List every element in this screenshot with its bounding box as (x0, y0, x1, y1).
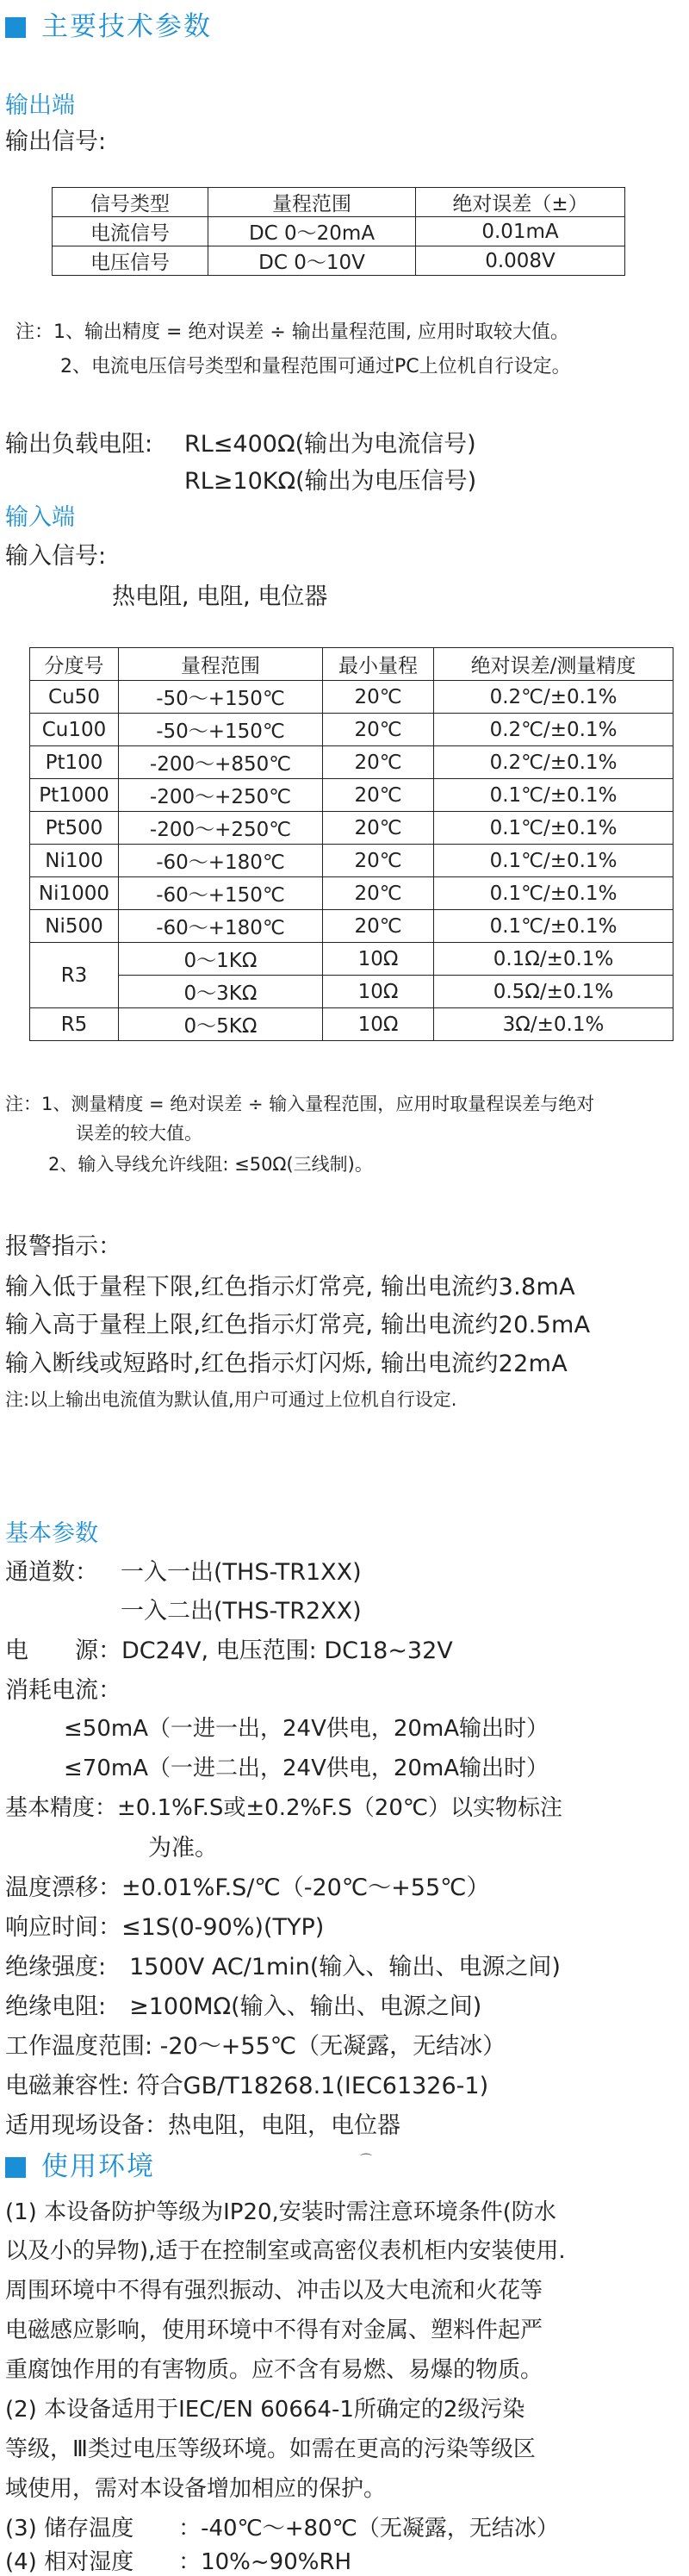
input-note-1-cont: 误差的较大值。 (76, 1123, 202, 1144)
insulation-strength: 绝缘强度: 1500V AC/1min(输入、输出、电源之间) (5, 1954, 561, 1980)
output-note-1: 注：1、输出精度 = 绝对误差 ÷ 输出量程范围, 应用时取较大值。 (16, 321, 569, 343)
env-p1-line: (1) 本设备防护等级为IP20,安装时需注意环境条件(防水 (5, 2199, 556, 2225)
table-cell: 0.2℃/±0.1% (434, 681, 673, 714)
table-cell: 10Ω (323, 976, 434, 1008)
table-cell: Cu50 (30, 681, 119, 714)
table-cell: -60～+180℃ (119, 845, 323, 877)
table-cell: Pt1000 (30, 779, 119, 812)
accuracy-line-2: 为准。 (148, 1835, 218, 1862)
emc-spec: 电磁兼容性: 符合GB/T18268.1(IEC61326-1) (5, 2073, 489, 2099)
table-cell: 0～1KΩ (119, 943, 323, 976)
env-p1-line: 重腐蚀作用的有害物质。应不含有易燃、易爆的物质。 (5, 2357, 543, 2383)
table-cell: Cu100 (30, 714, 119, 746)
table-cell: -50～+150℃ (119, 681, 323, 714)
power-spec: 电 源：DC24V, 电压范围: DC18~32V (5, 1637, 453, 1664)
env-p2-line: (2) 本设备适用于IEC/EN 60664-1所确定的2级污染 (5, 2397, 525, 2423)
table-cell: DC 0～10V (208, 246, 416, 276)
basic-params-heading: 基本参数 (5, 1520, 98, 1547)
table-row (30, 845, 673, 877)
table-cell: 20℃ (323, 779, 434, 812)
consumption-1: ≤50mA（一进一出，24V供电，20mA输出时） (64, 1716, 549, 1742)
table-cell: Ni1000 (30, 877, 119, 910)
channels-2: 一入二出(THS-TR2XX) (121, 1598, 362, 1625)
table-cell: R3 (30, 943, 119, 1008)
input-heading: 输入端 (5, 504, 75, 531)
env-p2-line: 等级，Ⅲ类过电压等级环境。如需在更高的污染等级区 (5, 2436, 536, 2462)
output-load-label: 输出负载电阻: (5, 431, 153, 458)
input-note-2: 2、输入导线允许线阻: ≤50Ω(三线制)。 (48, 1154, 373, 1175)
table-cell: 0.5Ω/±0.1% (434, 976, 673, 1008)
table-cell: 电流信号 (53, 217, 208, 246)
table-cell: 0.008V (416, 246, 625, 276)
table-cell: Pt500 (30, 812, 119, 845)
table-row (30, 877, 673, 910)
table-cell: -200～+250℃ (119, 779, 323, 812)
table-row (30, 746, 673, 779)
output-signal-table (52, 187, 625, 276)
table-cell: 电压信号 (53, 246, 208, 276)
alarm-heading: 报警指示： (5, 1233, 121, 1260)
table-row (30, 714, 673, 746)
table-cell: 20℃ (323, 812, 434, 845)
consumption-label: 消耗电流： (5, 1677, 121, 1704)
env-p1-line: 以及小的异物),适于在控制室或高密仪表机柜内安装使用. (5, 2238, 566, 2264)
output-load-voltage: RL≥10KΩ(输出为电压信号) (184, 468, 477, 495)
alarm-line: 输入低于量程下限,红色指示灯常亮, 输出电流约3.8mA (5, 1274, 575, 1300)
consumption-2: ≤70mA（一进二出，24V供电，20mA输出时） (64, 1756, 549, 1781)
table-cell: 20℃ (323, 845, 434, 877)
output-heading: 输出端 (5, 92, 75, 119)
table-header: 信号类型 (53, 188, 208, 217)
table-row (30, 976, 673, 1008)
square-bullet-icon (5, 2157, 26, 2178)
input-signal-label: 输入信号: (5, 543, 107, 570)
table-row (30, 681, 673, 714)
table-header: 量程范围 (119, 648, 323, 681)
table-header: 绝对误差/测量精度 (434, 648, 673, 681)
table-cell: 0.2℃/±0.1% (434, 714, 673, 746)
accuracy-line-1: 基本精度：±0.1%F.S或±0.2%F.S（20℃）以实物标注 (5, 1795, 563, 1821)
table-cell: 0.1℃/±0.1% (434, 845, 673, 877)
table-cell: 20℃ (323, 877, 434, 910)
alarm-note: 注:以上输出电流值为默认值,用户可通过上位机自行设定. (5, 1389, 457, 1410)
table-cell: 20℃ (323, 910, 434, 943)
small-mark-icon: ⌒ (360, 2154, 372, 2167)
table-cell: 0～3KΩ (119, 976, 323, 1008)
output-signal-label: 输出信号: (5, 128, 107, 155)
table-header: 量程范围 (208, 188, 416, 217)
env-p4: (4) 相对湿度 ：10%~90%RH (5, 2549, 352, 2575)
alarm-line: 输入高于量程上限,红色指示灯常亮, 输出电流约20.5mA (5, 1312, 591, 1338)
square-bullet-icon (5, 17, 26, 38)
channels-1: 一入一出(THS-TR1XX) (121, 1559, 362, 1586)
table-cell: Ni500 (30, 910, 119, 943)
table-header: 最小量程 (323, 648, 434, 681)
table-row (53, 246, 625, 276)
alarm-line: 输入断线或短路时,红色指示灯闪烁, 输出电流约22mA (5, 1350, 568, 1377)
table-cell: 20℃ (323, 714, 434, 746)
table-cell: 0.01mA (416, 217, 625, 246)
table-cell: 0.1℃/±0.1% (434, 877, 673, 910)
table-cell: 0.1Ω/±0.1% (434, 943, 673, 976)
channels-label: 通道数： (5, 1559, 98, 1586)
table-cell: 3Ω/±0.1% (434, 1008, 673, 1041)
section-title-main-params: 主要技术参数 (5, 4, 212, 43)
table-header-row (30, 648, 673, 681)
env-p3: (3) 储存温度 ：-40℃～+80℃（无凝露，无结冰） (5, 2516, 559, 2542)
temp-range: 工作温度范围: -20～+55℃（无凝露，无结冰） (5, 2033, 506, 2060)
drift-spec: 温度漂移：±0.01%F.S/℃（-20℃～+55℃） (5, 1874, 490, 1901)
table-cell: 0.1℃/±0.1% (434, 910, 673, 943)
table-cell: 20℃ (323, 746, 434, 779)
output-load-current: RL≤400Ω(输出为电流信号) (184, 431, 476, 458)
table-cell: 0.2℃/±0.1% (434, 746, 673, 779)
table-cell: 10Ω (323, 943, 434, 976)
input-note-1: 注：1、测量精度 = 绝对误差 ÷ 输入量程范围，应用时取量程误差与绝对 (5, 1094, 595, 1114)
table-row (30, 910, 673, 943)
table-header: 分度号 (30, 648, 119, 681)
table-cell: 10Ω (323, 1008, 434, 1041)
output-note-2: 2、电流电压信号类型和量程范围可通过PC上位机自行设定。 (60, 356, 571, 377)
table-row (30, 779, 673, 812)
table-row (53, 217, 625, 246)
table-cell: 0.1℃/±0.1% (434, 779, 673, 812)
env-p2-line: 域使用，需对本设备增加相应的保护。 (5, 2476, 387, 2502)
table-row (30, 812, 673, 845)
response-spec: 响应时间：≤1S(0-90%)(TYP) (5, 1914, 325, 1941)
env-p1-line: 电磁感应影响，使用环境中不得有对金属、塑料件起严 (5, 2317, 543, 2343)
table-cell: -200～+250℃ (119, 812, 323, 845)
table-cell: -60～+180℃ (119, 910, 323, 943)
env-p1-line: 周围环境中不得有强烈振动、冲击以及大电流和火花等 (5, 2278, 543, 2304)
input-signal-types: 热电阻, 电阻, 电位器 (112, 583, 328, 610)
insulation-resistance: 绝缘电阻: ≥100MΩ(输入、输出、电源之间) (5, 1993, 482, 2020)
table-cell: R5 (30, 1008, 119, 1041)
table-cell: 0～5KΩ (119, 1008, 323, 1041)
table-cell: Pt100 (30, 746, 119, 779)
table-cell: DC 0～20mA (208, 217, 416, 246)
table-row (30, 943, 673, 976)
table-header-row (53, 188, 625, 217)
table-cell: -60～+150℃ (119, 877, 323, 910)
table-cell: 0.1℃/±0.1% (434, 812, 673, 845)
section-title-environment: 使用环境 (5, 2144, 155, 2183)
table-row (30, 1008, 673, 1041)
table-cell: -50～+150℃ (119, 714, 323, 746)
table-cell: -200～+850℃ (119, 746, 323, 779)
table-cell: Ni100 (30, 845, 119, 877)
input-range-table (29, 647, 673, 1041)
table-header: 绝对误差（±） (416, 188, 625, 217)
table-cell: 20℃ (323, 681, 434, 714)
devices-spec: 适用现场设备：热电阻，电阻，电位器 (5, 2112, 400, 2139)
